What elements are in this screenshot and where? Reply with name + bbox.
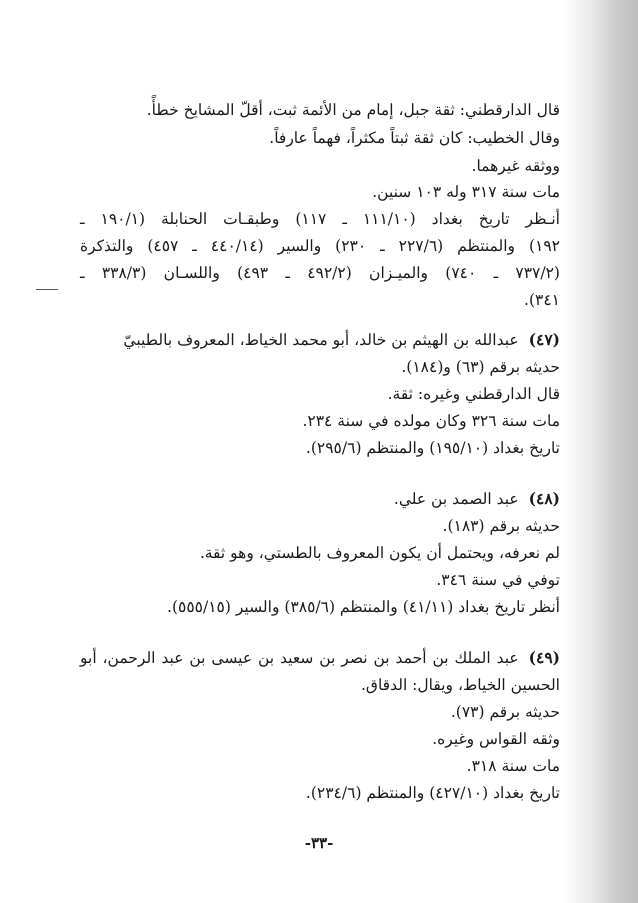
- page-number: -٣٣-: [304, 834, 334, 852]
- entry-47-name: عبدالله بن الهيثم بن خالد، أبو محمد الخياط، المعروف بالطيبيّ: [123, 331, 519, 349]
- intro-line-5: أنـظر تاريخ بغداد (١١١/١٠ ـ ١١٧) وطبقـات الحنابلة (١٩٠/١ ـ: [80, 210, 560, 228]
- intro-line-6: ١٩٢) والمنتظم (٢٢٧/٦ ـ ٢٣٠) والسير (٤٤٠/١٤ ـ ٤٥٧) والتذكرة: [80, 237, 560, 255]
- entry-49-line-5: مات سنة ٣١٨.: [466, 757, 560, 775]
- entry-47-line-4: مات سنة ٣٢٦ وكان مولده في سنة ٢٣٤.: [302, 412, 560, 430]
- entry-47-line-3: قال الدارقطني وغيره: ثقة.: [387, 385, 560, 403]
- intro-line-3: ووثقه غيرهما.: [471, 157, 560, 175]
- intro-line-4: مات سنة ٣١٧ وله ١٠٣ سنين.: [372, 183, 560, 201]
- entry-49-line-3: حديثه برقم (٧٣).: [450, 703, 560, 721]
- intro-line-7: (٧٣٧/٢ ـ ٧٤٠) والميـزان (٤٩٢/٢ ـ ٤٩٣) واللسـان (٣٣٨/٣ ـ: [80, 264, 560, 282]
- intro-line-8: ٣٤١).: [524, 291, 560, 309]
- entry-number: (٤٩): [528, 648, 560, 667]
- entry-number: (٤٧): [528, 330, 560, 349]
- entry-number: (٤٨): [528, 489, 560, 508]
- entry-48-name: عبد الصمد بن علي.: [393, 490, 519, 508]
- entry-48-heading: [80, 486, 560, 512]
- entry-48-line-2: حديثه برقم (١٨٣).: [442, 517, 560, 535]
- entry-49-heading: [80, 645, 560, 671]
- entry-49-line-2: الحسين الخياط، ويقال: الدقاق.: [361, 676, 560, 694]
- entry-47-heading: [80, 327, 560, 353]
- intro-line-1: قال الدارقطني: ثقة جبل، إمام من الأئمة ثبت، أقلّ المشايخ خطأً.: [146, 101, 560, 119]
- entry-48-line-5: أنظر تاريخ بغداد (٤١/١١) والمنتظم (٣٨٥/٦) والسير (٥٥٥/١٥).: [167, 598, 560, 616]
- entry-49-name: عبد الملك بن أحمد بن نصر بن سعيد بن عيسى بن عبد الرحمن، أبو: [80, 649, 519, 667]
- entry-49-line-4: وثقه القواس وغيره.: [432, 730, 560, 748]
- page-gutter-shadow: [563, 0, 638, 903]
- intro-line-2: وقال الخطيب: كان ثقة ثبتاً مكثراً، فهماً عارفاً.: [269, 129, 560, 147]
- entry-48-line-4: توفي في سنة ٣٤٦.: [436, 571, 560, 589]
- entry-49-line-6: تاريخ بغداد (٤٢٧/١٠) والمنتظم (٢٣٤/٦).: [305, 784, 560, 802]
- entry-47-line-2: حديثه برقم (٦٣) و(١٨٤).: [401, 358, 560, 376]
- entry-48-line-3: لم نعرفه، ويحتمل أن يكون المعروف بالطستي، وهو ثقة.: [199, 544, 560, 562]
- entry-47-line-5: تاريخ بغداد (١٩٥/١٠) والمنتظم (٢٩٥/٦).: [305, 439, 560, 457]
- margin-mark: [36, 289, 58, 290]
